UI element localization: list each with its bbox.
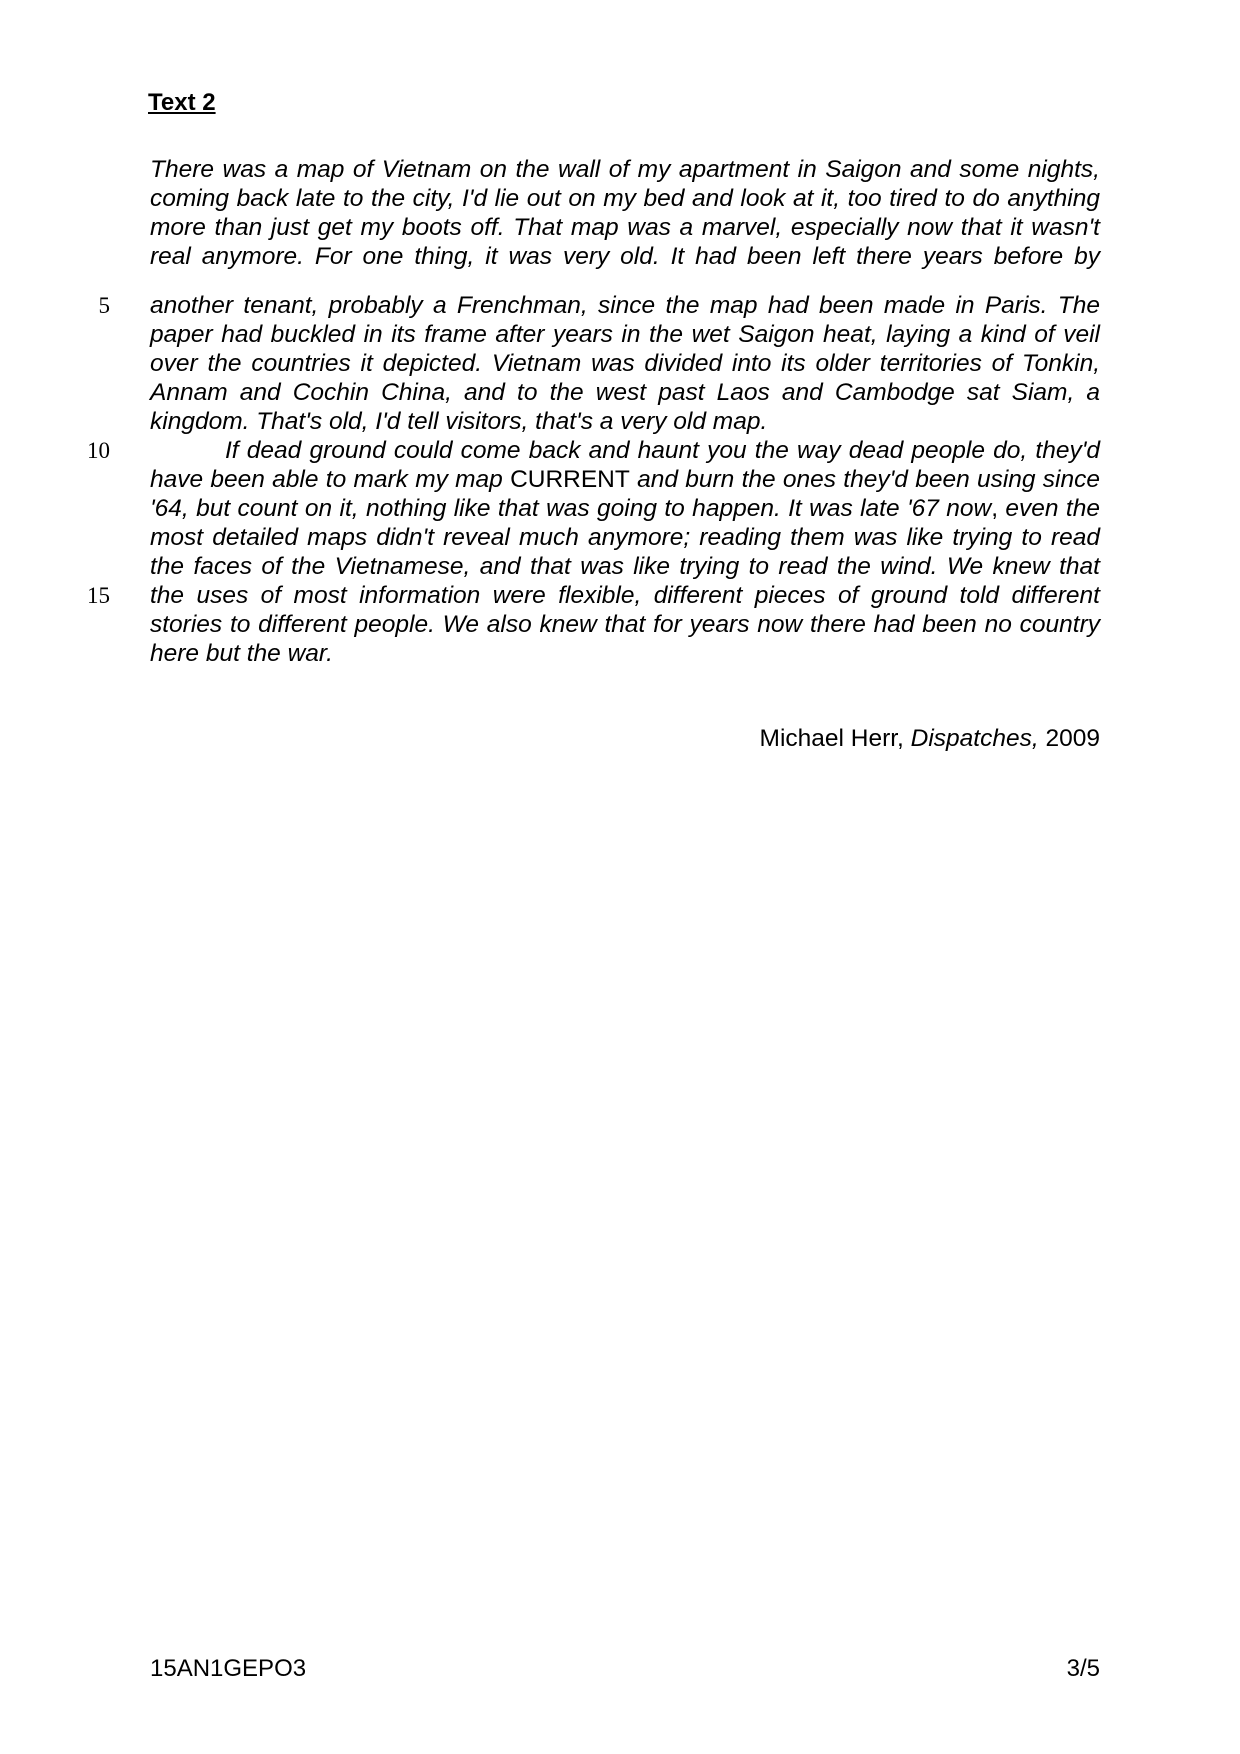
attribution	[760, 724, 1100, 754]
passage-line: the faces of the Vietnamese, and that was like trying to read the wind. We knew that	[150, 553, 1100, 580]
author-name: Michael Herr,	[759, 725, 911, 752]
line-number: 10	[87, 438, 110, 463]
passage-line: If dead ground could come back and haunt you the way dead people do, they'd	[225, 437, 1100, 464]
publication-year: 2009	[1038, 725, 1100, 752]
line-text: and burn the ones they'd been using since	[629, 466, 1101, 493]
line-text: have been able to mark my map	[150, 466, 511, 493]
upright-comma: ,	[991, 495, 999, 522]
passage-line: There was a map of Vietnam on the wall of my apartment in Saigon and some nights,	[150, 156, 1100, 183]
passage-line: coming back late to the city, I'd lie out on my bed and look at it, too tired to do anything	[150, 185, 1100, 212]
line-text: '64, but count on it, nothing like that was going to happen. It was late '67 now	[150, 495, 992, 522]
page-number: 3/5	[1066, 1655, 1100, 1682]
passage-line: Annam and Cochin China, and to the west past Laos and Cambodge sat Siam, a	[150, 379, 1100, 406]
exam-code: 15AN1GEPO3	[150, 1655, 307, 1682]
upright-word: CURRENT	[510, 466, 630, 493]
passage-line: paper had buckled in its frame after years in the wet Saigon heat, laying a kind of veil	[150, 321, 1100, 348]
passage-line: another tenant, probably a Frenchman, since the map had been made in Paris. The	[150, 292, 1100, 319]
line-text: even the	[998, 495, 1100, 522]
passage-line: kingdom. That's old, I'd tell visitors, that's a very old map.	[150, 408, 768, 435]
line-number: 15	[87, 583, 110, 608]
passage-line: over the countries it depicted. Vietnam was divided into its older territories of Tonkin,	[150, 350, 1100, 377]
passage-line: most detailed maps didn't reveal much anymore; reading them was like trying to read	[150, 524, 1100, 551]
passage-line	[150, 465, 1100, 494]
passage-line	[150, 494, 1100, 523]
passage-line: real anymore. For one thing, it was very old. It had been left there years before by	[150, 243, 1100, 270]
passage-line: more than just get my boots off. That map was a marvel, especially now that it wasn't	[150, 214, 1100, 241]
book-title: Dispatches,	[910, 725, 1039, 752]
line-number: 5	[98, 293, 110, 318]
passage-line: here but the war.	[150, 640, 333, 667]
passage-line: the uses of most information were flexible, different pieces of ground told different	[150, 582, 1100, 609]
passage-line: stories to different people. We also knew that for years now there had been no country	[150, 611, 1100, 638]
section-heading: Text 2	[148, 89, 216, 116]
